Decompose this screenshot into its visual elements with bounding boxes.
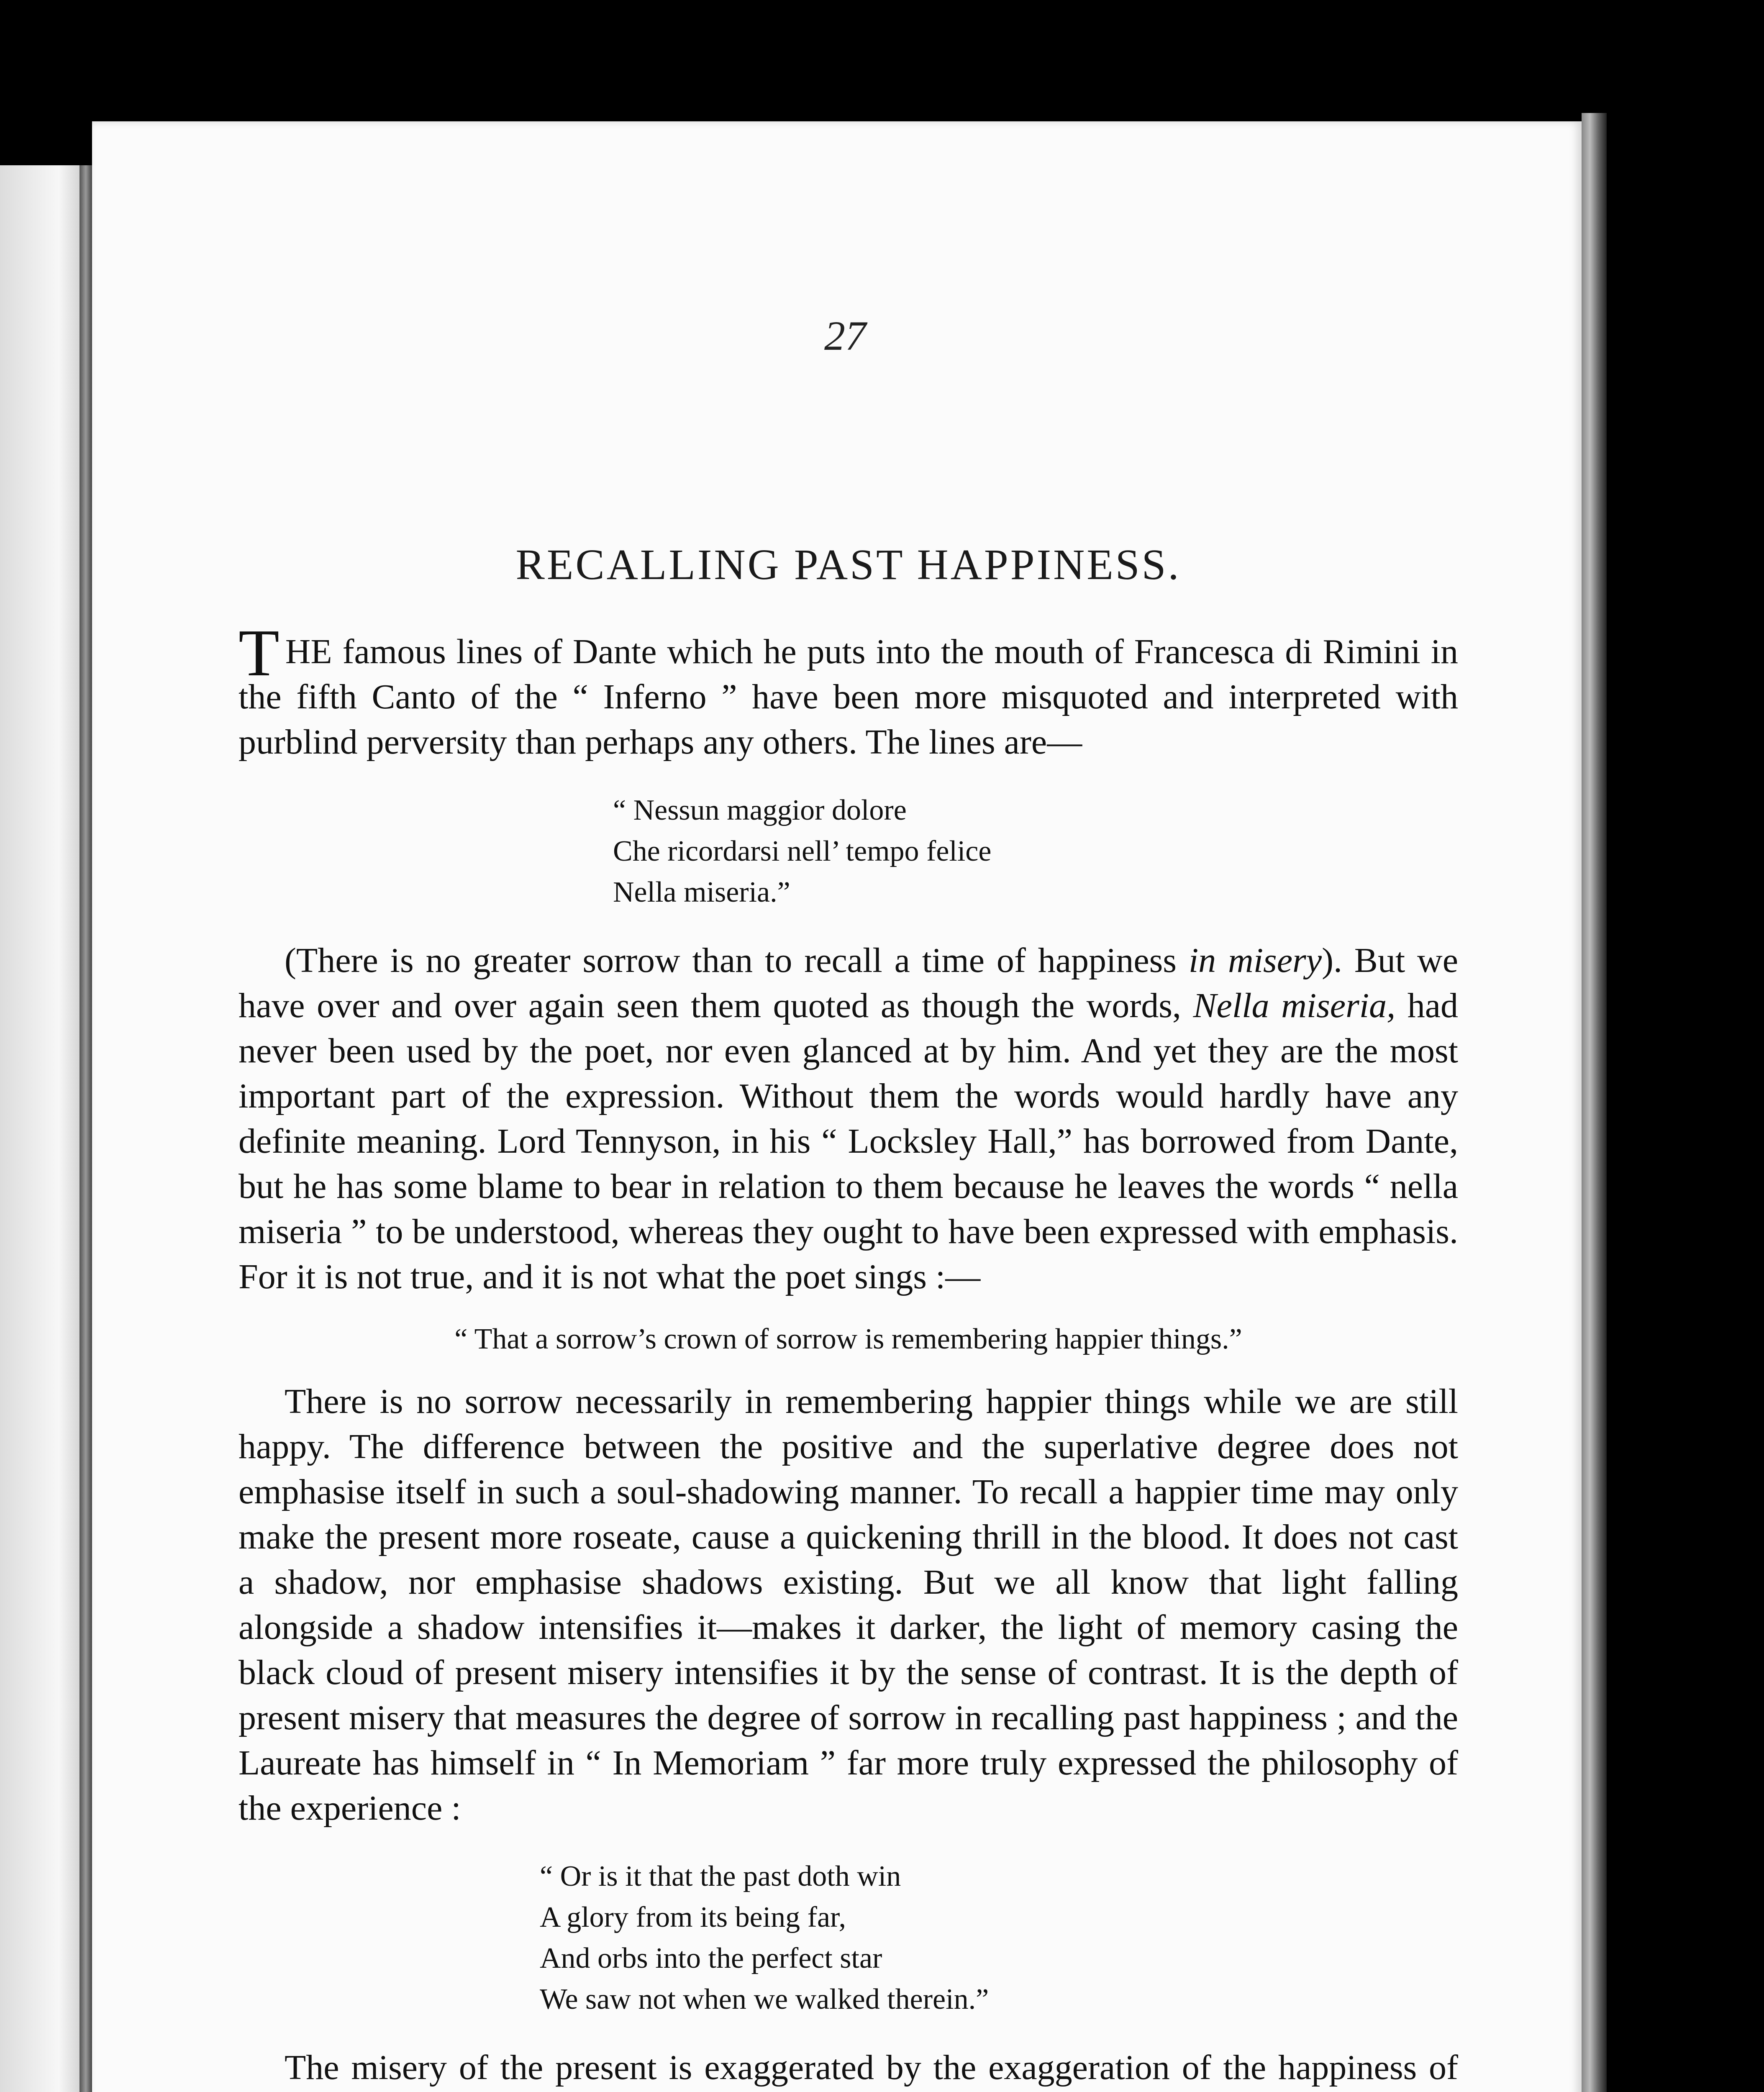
left-page-edge xyxy=(0,165,86,2092)
paragraph-2 xyxy=(238,938,1458,1300)
page-number: 27 xyxy=(824,313,866,359)
locksley-quote: “ That a sorrow’s crown of sorrow is remembering happier things.” xyxy=(454,1323,1242,1355)
quote-line: And orbs into the perfect star xyxy=(540,1942,882,1974)
quote-line: “ Nessun maggior dolore xyxy=(613,794,907,826)
page-content xyxy=(238,540,1458,2092)
quote-line: A glory from its being far, xyxy=(540,1901,846,1933)
italic-nella-miseria: Nella miseria, xyxy=(1193,986,1396,1025)
page-stack-edge xyxy=(1582,113,1607,2092)
book-spine-shadow xyxy=(79,165,92,2092)
dante-quote xyxy=(238,790,1458,913)
paragraph-1 xyxy=(238,615,1458,765)
paragraph-1-text: HE famous lines of Dante which he puts into the mouth of Francesca di Rimini in the fifth Canto of the “ Inferno ” have been more misquoted and interpreted with purblind perversity than perhaps any others. The lines are— xyxy=(238,632,1458,761)
quote-line: Che ricordarsi nell’ tempo felice xyxy=(613,835,992,867)
drop-cap: T xyxy=(238,615,279,690)
paragraph-2-text-a: (There is no greater sorrow than to recall a time of happiness xyxy=(285,941,1189,980)
paragraph-2-text-c: had never been used by the poet, nor even glanced at by him. And yet they are the most important part of the expression. Without them the words would hardly have any definite meaning. Lord Tennyson, in his “ Locksley Hall,” has borrowed from Dante, but he has some blame to bear in relation to them because he leaves the words “ nella miseria ” to be understood, whereas they ought to have been expressed with emphasis. For it is not true, and it is not what the poet sings :— xyxy=(238,986,1458,1296)
quote-line: Nella miseria.” xyxy=(613,876,790,908)
italic-in-misery: in misery xyxy=(1188,941,1322,980)
quote-line: We saw not when we walked therein.” xyxy=(540,1983,989,2015)
paragraph-4: The misery of the present is exaggerated by the exaggeration of the happiness of xyxy=(285,2048,1458,2087)
memoriam-quote xyxy=(238,1856,1458,2020)
chapter-title: RECALLING PAST HAPPINESS. xyxy=(515,541,1181,589)
paragraph-3: There is no sorrow necessarily in remembering happier things while we are still happy. The difference between the positive and the superlative degree does not emphasise itself in such a soul-shadowing manner. To recall a happier time may only make the present more roseate, cause a quickening thrill in the blood. It does not cast a shadow, nor emphasise shadows existing. But we all know that light falling alongside a shadow intensifies it—makes it darker, the light of memory casing the black cloud of present misery intensifies it by the sense of contrast. It is the depth of present misery that measures the degree of sorrow in recalling past happiness ; and the Laureate has himself in “ In Memoriam ” far more truly expressed the philosophy of the experience : xyxy=(238,1382,1458,1828)
paragraph-2-text-b: ). But we have over and over again seen them quoted as though the words, xyxy=(238,941,1458,1025)
quote-line: “ Or is it that the past doth win xyxy=(540,1860,901,1892)
